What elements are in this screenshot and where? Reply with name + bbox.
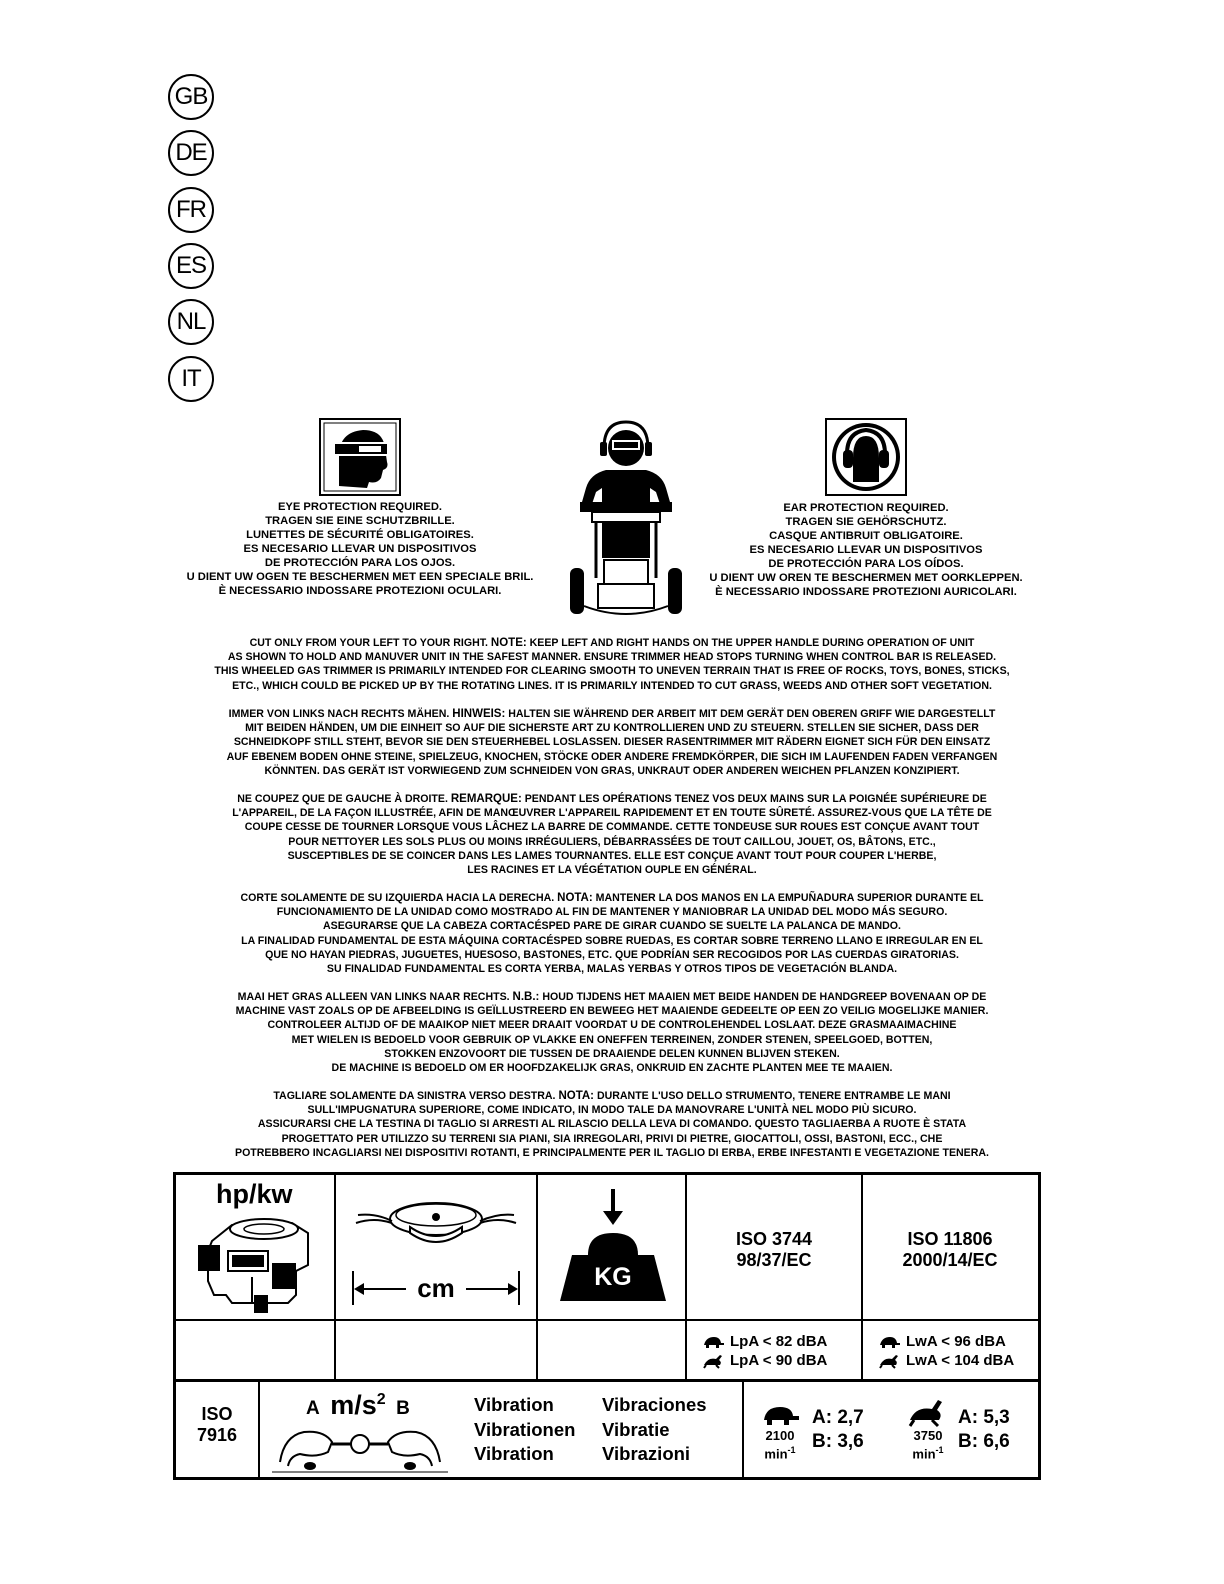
rabbit-icon	[906, 1398, 946, 1428]
weight-label: KG	[594, 1263, 632, 1291]
fast-rpm: 3750 $\min^{-1}$	[912, 1428, 944, 1462]
vibration-point-a: A	[306, 1398, 320, 1419]
iso-3744: ISO 3744 98/37/EC	[735, 1229, 813, 1270]
sound-power: LwA < 96 dBA LwA < 104 dBA	[878, 1332, 1014, 1370]
eye-protection-text: EYE PROTECTION REQUIRED. TRAGEN SIE EINE SCHUTZBRILLE. LUNETTES DE SÉCURITÉ OBLIGATOIRES. ES NECESARIO LLEVAR UN DISPOSITIVOS DE PROTECCIÓN PARA LOS OJOS. U DIENT UW OGEN TE BESCHERMEN MET EEN SPECIALE BRIL. È NECESSARIO INDOSSARE PROTEZIONI OCULARI.	[186, 501, 534, 597]
handle-hands-icon	[270, 1422, 450, 1474]
vibration-words-1: Vibration Vibrationen Vibration	[474, 1394, 576, 1464]
sound-pressure: LpA < 82 dBA LpA < 90 dBA	[702, 1332, 827, 1370]
vibration-iso: ISO 7916	[196, 1404, 238, 1445]
turtle-icon	[760, 1404, 800, 1426]
instructions-nl: MAAI HET GRAS ALLEEN VAN LINKS NAAR RECHTS. N.B.: HOUD TIJDENS HET MAAIEN MET BEIDE HANDEN DE HANDGREEP BOVENAAN OP DE MACHINE VAST ZOALS OP DE AFBEELDING IS GEÏLLUSTREERD EN BEWEEG HET MAAIENDE GEDEELTE OP EEN ZO VEILIG MOGELIJKE MANIER. CONTROLEER ALTIJD OF DE MAAIKOP NIET MEER DRAAIT VOORDAT U DE CONTROLEHENDEL LOSLAAT. DEZE GRASMAAIMACHINE MET WIELEN IS BEDOELD VOOR GEBRUIK OP VLAKKE EN ONEFFEN TERREINEN, ZONDER STENEN, SPEELGOED, BOTTEN, STOKKEN ENZOVOORT DIE TUSSEN DE DRAAIENDE DELEN KUNNEN BLIJVEN STEKEN. DE MACHINE IS BEDOELD OM ER HOOFDZAKELIJK GRAS, ONKRUID EN ZACHTE PLANTEN MEE TE MAAIEN.	[235, 991, 989, 1075]
instructions-de: IMMER VON LINKS NACH RECHTS MÄHEN. HINWEIS: HALTEN SIE WÄHREND DER ARBEIT MIT DEM GERÄT DEN OBEREN GRIFF WIE DARGESTELLT MIT BEIDEN HÄNDEN, UM DIE EINHEIT SO AUF DIE SICHERSTE ART ZU KONTROLLIEREN UND ZU STEUERN. STELLEN SIE SICHER, DASS DER SCHNEIDKOPF STILL STEHT, BEVOR SIE DEN STEUERHEBEL LOSLASSEN. DIESER RASENTRIMMER MIT RÄDERN EIGNET SICH FÜR DEN EINSATZ AUF EBENEM BODEN OHNE STEINE, SPIELZEUG, KNOCHEN, STÖCKE ODER ANDERE FREMDKÖRPER, DIE SICH IM LAUFENDEN FADEN VERFANGEN KÖNNTEN. DAS GERÄT IST VORWIEGEND ZUM SCHNEIDEN VON GRAS, UNKRAUT ODER ANDEREN WEICHEN PFLANZEN KONZIPIERT.	[226, 708, 998, 777]
lang-badge-es: ES	[168, 243, 214, 289]
lang-badge-it: IT	[168, 356, 214, 402]
engine-icon	[192, 1211, 322, 1315]
vibration-unit: $m/s^2$	[330, 1390, 386, 1420]
eye-protection-icon	[319, 418, 401, 496]
power-label: hp/kw	[216, 1179, 293, 1209]
cutting-width-label: cm	[417, 1273, 455, 1303]
rabbit-icon	[702, 1353, 724, 1369]
instructions-es: CORTE SOLAMENTE DE SU IZQUIERDA HACIA LA DERECHA. NOTA: MANTENER LA DOS MANOS EN LA EMPUÑADURA SUPERIOR DURANTE EL FUNCIONAMIENTO DE LA UNIDAD COMO MOSTRADO AL FIN DE MANTENER Y MANIOBRAR LA UNIDAD DEL MODO MÁS SEGURO. ASEGURARSE QUE LA CABEZA CORTACÉSPED PARE DE GIRAR CUANDO SE SUELTE LA PALANCA DE MANDO. LA FINALIDAD FUNDAMENTAL DE ESTA MÁQUINA CORTACÉSPED SOBRE RUEDAS, ES CORTAR SOBRE TERRENO LLANO E IRREGULAR EN EL QUE NO HAYAN PIEDRAS, JUGUETES, HUESOSO, BASTONES, ETC. QUE PODRÍAN SER RECOGIDOS POR LAS CUERDAS GIRATORIAS. SU FINALIDAD FUNDAMENTAL ES CORTA YERBA, MALAS YERBAS Y OTROS TIPOS DE VEGETACIÓN BLANDA.	[240, 892, 984, 976]
slow-rpm: 2100 $\min^{-1}$	[764, 1428, 796, 1462]
turtle-icon	[878, 1335, 900, 1349]
lang-badge-fr: FR	[168, 187, 214, 233]
trimmer-head-icon	[352, 1193, 520, 1253]
vibration-table	[173, 1382, 1041, 1480]
slow-vibration-values: A: 2,7 B: 3,6	[812, 1407, 864, 1452]
iso-11806: ISO 11806 2000/14/EC	[902, 1229, 998, 1270]
ear-protection-icon	[825, 418, 907, 496]
instructions-gb: CUT ONLY FROM YOUR LEFT TO YOUR RIGHT. NOTE: KEEP LEFT AND RIGHT HANDS ON THE UPPER HANDLE DURING OPERATION OF UNIT AS SHOWN TO HOLD AND MANUVER UNIT IN THE SAFEST MANNER. ENSURE TRIMMER HEAD STOPS TURNING WHEN CONTROL BAR IS RELEASED. THIS WHEELED GAS TRIMMER IS PRIMARILY INTENDED FOR CLEARING SMOOTH TO UNEVEN TERRAIN THAT IS FREE OF ROCKS, TOYS, BONES, STICKS, ETC., WHICH COULD BE PICKED UP BY THE ROTATING LINES. IT IS PRIMARILY INTENDED TO CUT GRASS, WEEDS AND OTHER SOFT VEGETATION.	[214, 637, 1010, 692]
vibration-words-2: Vibraciones Vibratie Vibrazioni	[602, 1394, 707, 1464]
lang-badge-gb: GB	[168, 74, 214, 120]
lang-badge-nl: NL	[168, 299, 214, 345]
rabbit-icon	[878, 1353, 900, 1369]
turtle-icon	[702, 1335, 724, 1349]
instructions-it: TAGLIARE SOLAMENTE DA SINISTRA VERSO DESTRA. NOTA: DURANTE L'USO DELLO STRUMENTO, TENERE ENTRAMBE LE MANI SULL'IMPUGNATURA SUPERIORE, COME INDICATO, IN MODO TALE DA MANOVRARE L'UNITÀ NEL MODO PIÙ SICURO. ASSICURARSI CHE LA TESTINA DI TAGLIO SI ARRESTI AL RILASCIO DELLA LEVA DI COMANDO. QUESTO TAGLIAERBA A RUOTE È STATA PROGETTATO PER UTILIZZO SU TERRENI SIA PIANI, SIA IRREGOLARI, PRIVI DI PIETRE, GIOCATTOLI, OSSI, BASTONI, ECC., CHE POTREBBERO INCAGLIARSI NEI DISPOSITIVI ROTANTI, E PRINCIPALMENTE PER IL TAGLIO DI ERBA, ERBE INFESTANTI E VEGETAZIONE TENERA.	[235, 1090, 989, 1159]
operator-with-trimmer-icon	[566, 418, 686, 620]
vibration-point-b: B	[396, 1398, 410, 1419]
fast-vibration-values: A: 5,3 B: 6,6	[958, 1407, 1010, 1452]
spec-table	[173, 1172, 1041, 1382]
instructions-fr: NE COUPEZ QUE DE GAUCHE À DROITE. REMARQUE: PENDANT LES OPÉRATIONS TENEZ VOS DEUX MAINS SUR LA POIGNÉE SUPÉRIEURE DE L'APPAREIL, DE LA FAÇON ILLUSTRÉE, AFIN DE MANŒUVRER L'APPAREIL RAPIDEMENT ET EN TOUTE SÛRETÉ. ASSUREZ-VOUS QUE LA TÊTE DE COUPE CESSE DE TOURNER LORSQUE VOUS LÂCHEZ LA BARRE DE COMMANDE. CETTE TONDEUSE SUR ROUES EST CONÇUE AVANT TOUT POUR NETTOYER LES SOLS PLUS OU MOINS IRRÉGULIERS, DÉBARRASSÉES DE TOUT CAILLOU, JOUET, OS, BÂTONS, ETC., SUSCEPTIBLES DE SE COINCER DANS LES LAMES TOURNANTES. ELLE EST CONÇUE AVANT TOUT POUR COUPER L'HERBE, LES RACINES ET LA VÉGÉTATION OUPLE EN GÉNÉRAL.	[232, 793, 992, 877]
lang-badge-de: DE	[168, 130, 214, 176]
ear-protection-text: EAR PROTECTION REQUIRED. TRAGEN SIE GEHÖRSCHUTZ. CASQUE ANTIBRUIT OBLIGATOIRE. ES NECESARIO LLEVAR UN DISPOSITIVOS DE PROTECCIÓN PARA LOS OÍDOS. U DIENT UW OREN TE BESCHERMEN MET OORKLEPPEN. È NECESSARIO INDOSSARE PROTEZIONI AURICOLARI.	[709, 502, 1023, 598]
